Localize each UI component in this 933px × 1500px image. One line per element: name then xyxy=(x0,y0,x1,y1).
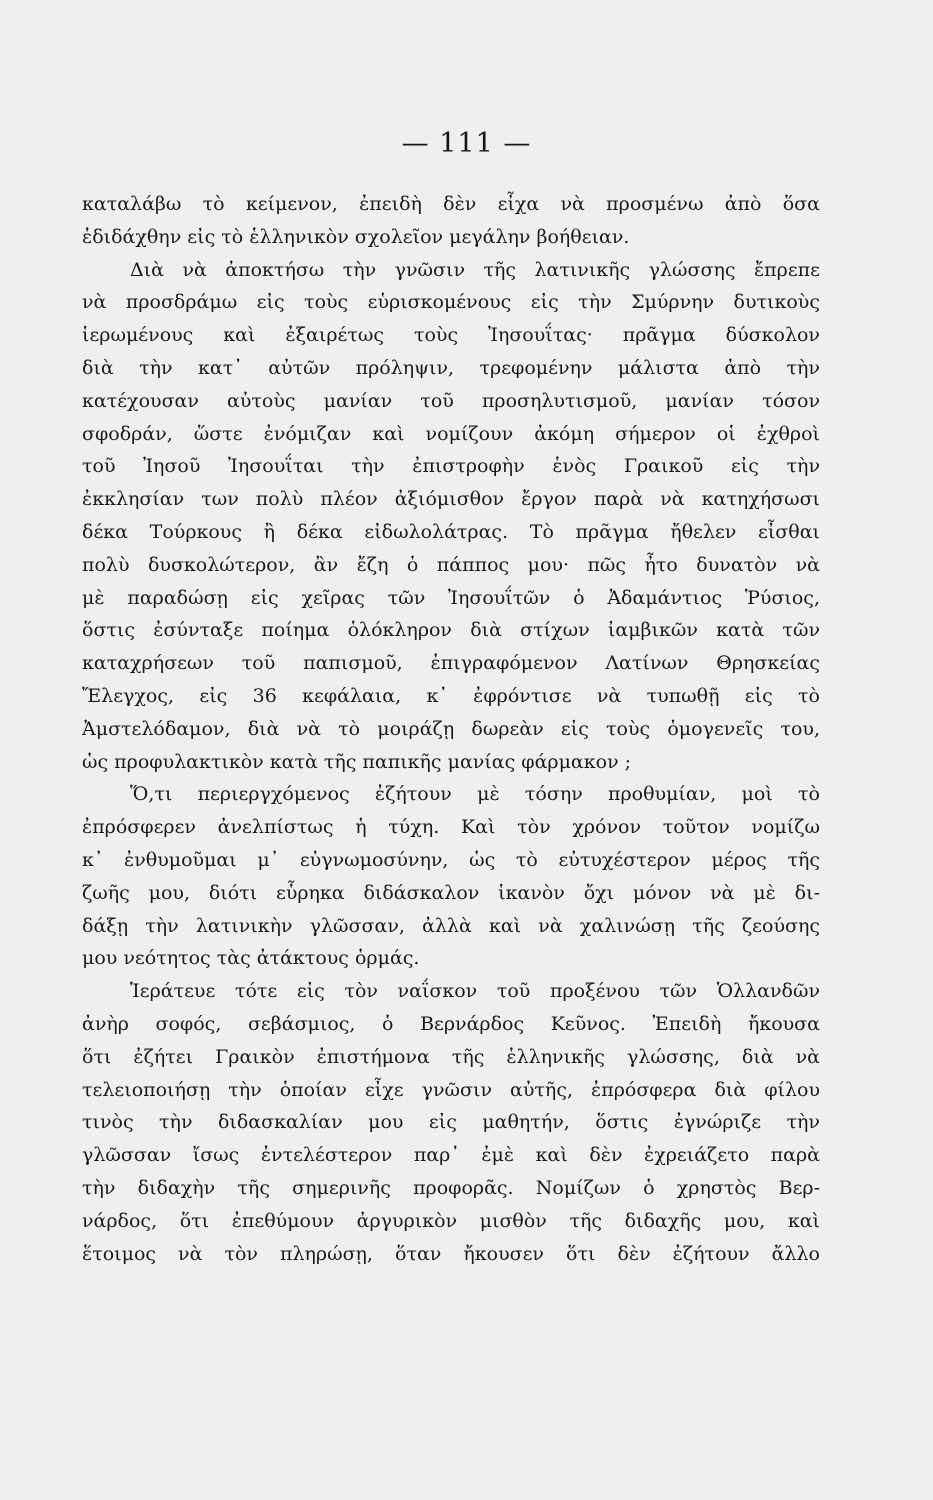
text-line: ἱερωμένους καὶ ἐξαιρέτως τοὺς Ἰησουΐτας· πρᾶγμα δύσκολον xyxy=(82,324,820,347)
text-line: νάρδος, ὅτι ἐπεθύμουν ἀργυρικὸν μισθὸν τῆς διδαχῆς μου, καὶ xyxy=(82,1209,820,1232)
text-line: μὲ παραδώσῃ εἰς χεῖρας τῶν Ἰησουΐτῶν ὁ Ἀδαμάντιος Ῥύσιος, xyxy=(82,586,820,609)
body-text xyxy=(82,188,820,1270)
text-line: δάξῃ τὴν λατινικὴν γλῶσσαν, ἀλλὰ καὶ νὰ χαλινώσῃ τῆς ζεούσης xyxy=(82,914,820,937)
text-line: τοῦ Ἰησοῦ Ἰησουΐται τὴν ἐπιστροφὴν ἑνὸς Γραικοῦ εἰς τὴν xyxy=(82,455,820,478)
page-number: — 111 — xyxy=(401,128,532,159)
text-line: Ἔλεγχος, εἰς 36 κεφάλαια, κ᾽ ἐφρόντισε νὰ τυπωθῇ εἰς τὸ xyxy=(82,684,820,707)
text-line: τὴν διδαχὴν τῆς σημερινῆς προφορᾶς. Νομίζων ὁ χρηστὸς Βερ- xyxy=(82,1176,820,1199)
text-line: ὅστις ἐσύνταξε ποίημα ὁλόκληρον διὰ στίχων ἰαμβικῶν κατὰ τῶν xyxy=(82,619,820,642)
text-line: νὰ προσδράμω εἰς τοὺς εὑρισκομένους εἰς τὴν Σμύρνην δυτικοὺς xyxy=(82,291,820,314)
text-line: καταλάβω τὸ κείμενον, ἐπειδὴ δὲν εἶχα νὰ προσμένω ἀπὸ ὅσα xyxy=(82,193,820,215)
text-line: δέκα Τούρκους ἢ δέκα εἰδωλολάτρας. Τὸ πρᾶγμα ἤθελεν εἶσθαι xyxy=(82,520,820,543)
text-line: ὅτι ἐζήτει Γραικὸν ἐπιστήμονα τῆς ἑλληνικῆς γλώσσης, διὰ νὰ xyxy=(82,1045,820,1068)
text-line: τελειοποιήσῃ τὴν ὁποίαν εἶχε γνῶσιν αὐτῆς, ἐπρόσφερα διὰ φίλου xyxy=(82,1078,820,1101)
text-line: πολὺ δυσκολώτερον, ἂν ἔζη ὁ πάππος μου· πῶς ἦτο δυνατὸν νὰ xyxy=(82,553,820,576)
text-line: καταχρήσεων τοῦ παπισμοῦ, ἐπιγραφόμενον Λατίνων Θρησκείας xyxy=(82,652,820,675)
text-line: μου νεότητος τὰς ἀτάκτους ὁρμάς. xyxy=(82,947,420,970)
text-line: ἀνὴρ σοφός, σεβάσμιος, ὁ Βερνάρδος Κεῦνος. Ἐπειδὴ ἤκουσα xyxy=(82,1012,820,1035)
text-line: ἐδιδάχθην εἰς τὸ ἑλληνικὸν σχολεῖον μεγάλην βοήθειαν. xyxy=(82,225,630,248)
text-line: ὡς προφυλακτικὸν κατὰ τῆς παπικῆς μανίας φάρμακον ; xyxy=(82,750,632,773)
text-line: κατέχουσαν αὐτοὺς μανίαν τοῦ προσηλυτισμοῦ, μανίαν τόσον xyxy=(82,389,820,412)
text-line: τινὸς τὴν διδασκαλίαν μου εἰς μαθητήν, ὅστις ἐγνώριζε τὴν xyxy=(82,1111,820,1134)
text-line: ζωῆς μου, διότι εὗρηκα διδάσκαλον ἱκανὸν ὄχι μόνον νὰ μὲ δι- xyxy=(82,881,820,904)
text-line: κ᾽ ἐνθυμοῦμαι μ᾽ εὐγνωμοσύνην, ὡς τὸ εὐτυχέστερον μέρος τῆς xyxy=(82,848,820,871)
text-line: Διὰ νὰ ἀποκτήσω τὴν γνῶσιν τῆς λατινικῆς γλώσσης ἔπρεπε xyxy=(130,258,820,281)
text-line: Ὅ,τι περιεργχόμενος ἐζήτουν μὲ τόσην προθυμίαν, μοὶ τὸ xyxy=(130,783,820,806)
text-line: Ἱεράτευε τότε εἰς τὸν ναΐσκον τοῦ προξένου τῶν Ὁλλανδῶν xyxy=(130,980,820,1003)
text-line: διὰ τὴν κατ᾽ αὐτῶν πρόληψιν, τρεφομένην μάλιστα ἀπὸ τὴν xyxy=(82,356,820,379)
text-line: ἐκκλησίαν των πολὺ πλέον ἀξιόμισθον ἔργον παρὰ νὰ κατηχήσωσι xyxy=(82,488,820,511)
text-line: ἕτοιμος νὰ τὸν πληρώσῃ, ὅταν ἤκουσεν ὅτι δὲν ἐζήτουν ἄλλο xyxy=(82,1242,820,1265)
text-line: γλῶσσαν ἴσως ἐντελέστερον παρ᾽ ἐμὲ καὶ δὲν ἐχρειάζετο παρὰ xyxy=(82,1144,820,1167)
text-line: ἐπρόσφερεν ἀνελπίστως ἡ τύχη. Καὶ τὸν χρόνον τοῦτον νομίζω xyxy=(82,816,820,839)
text-line: σφοδράν, ὥστε ἐνόμιζαν καὶ νομίζουν ἀκόμη σήμερον οἱ ἐχθροὶ xyxy=(82,422,820,445)
text-line: Ἀμστελόδαμον, διὰ νὰ τὸ μοιράζῃ δωρεὰν εἰς τοὺς ὁμογενεῖς του, xyxy=(82,717,820,740)
